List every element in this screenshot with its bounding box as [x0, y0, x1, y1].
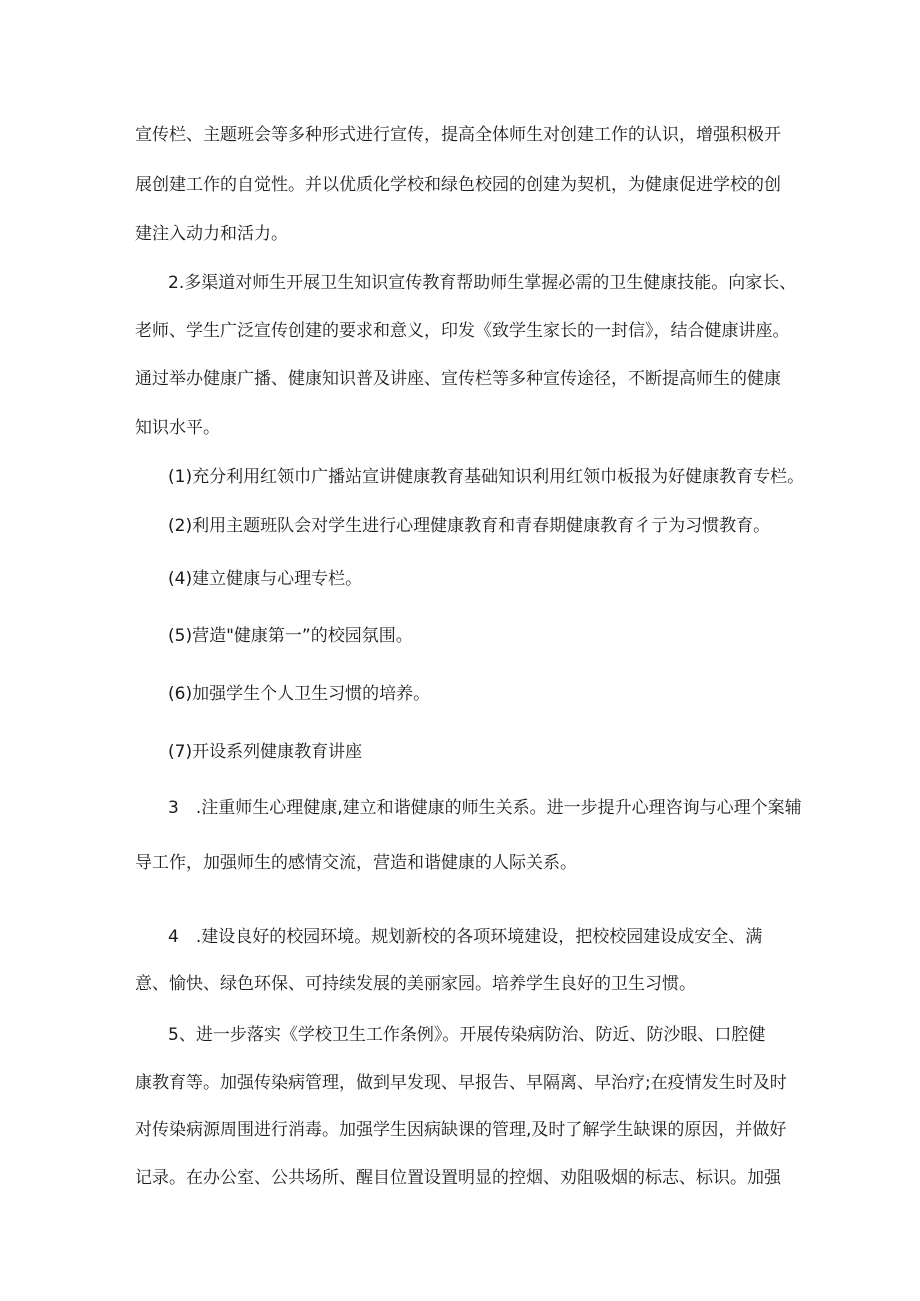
document-page: 宣传栏、主题班会等多种形式进行宣传，提高全体师生对创建工作的认识，增强积极开 展创建工作的自觉性。并以优质化学校和绿色校园的创建为契机，为健康促进学校的创 建注入动力和活力。 2.多渠道对师生开展卫生知识宣传教育帮助师生掌握必需的卫生健康技能。向家长、 老师、学生广泛宣传创建的要求和意义，印发《致学生家长的一封信》，结合健康讲座。 通过举办健康广播、健康知识普及讲座、宣传栏等多种宣传途径，不断提高师生的健康 知识水平。 (1)充分利用红领巾广播站宣讲健康教育基础知识利用红领巾板报为好健康教育专栏。 (2)利用主题班队会对学生进行心理健康教育和青春期健康教育彳亍为习惯教育。 (4)建立健康与心理专栏。 (5)营造"健康第一”的校园氛围。 (6)加强学生个人卫生习惯的培养。 (7)开设系列健康教育讲座 3 .注重师生心理健康,建立和谐健康的师生关系。进一步提升心理咨询与心理个案辅 导工作，加强师生的感情交流，营造和谐健康的人际关系。 4 .建设良好的校园环境。规划新校的各项环境建设，把校校园建设成安全、满 意、愉快、绿色环保、可持续发展的美丽家园。培养学生良好的卫生习惯。 5、进一步落实《学校卫生工作条例》。开展传染病防治、防近、防沙眼、口腔健 康教育等。加强传染病管理，做到早发现、早报告、早隔离、早治疗;在疫情发生时及时 对传染病源周围进行消毒。加强学生因病缺课的管理,及时了解学生缺课的原因，并做好 记录。在办公室、公共场所、醒目位置设置明显的控烟、劝阻吸烟的标志、标识。加强	[135, 125, 805, 1188]
